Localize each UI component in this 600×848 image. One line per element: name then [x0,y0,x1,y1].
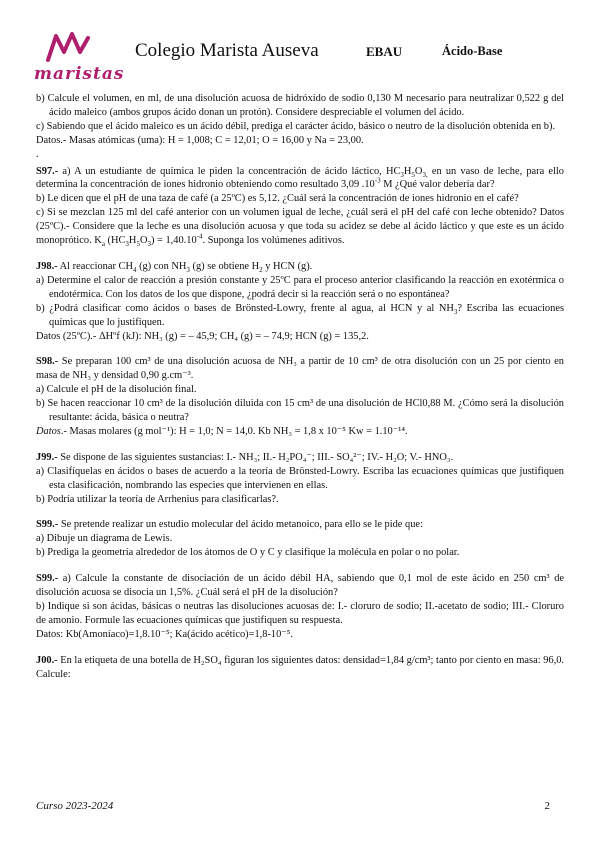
s97-c-pre: c) Si se mezclan 125 ml del café anterior con un volumen igual de leche, ¿cuál será el pH del café con leche obtenido? Datos (25ºC).- Considere que la leche es una disolución acuosa y que toda su acidez se debe al ácido láctico y que este es un ácido monoprótico. K [36,207,564,247]
s99b-a-text: a) Calcule la constante de disociación de un ácido débil HA, sabiendo que 0,1 mol de este ácido en 250 cm³ de disolución acuosa se disocia un 1,5%. ¿Cuál será el pH de la disolución? [36,573,564,599]
s97-c-mid: (HC [104,235,126,247]
s98-a: a) Calcule el pH de la disolución final. [36,384,197,396]
j99-intro-text: Se dispone de las siguientes sustancias: I.- NH₃; II.- H₂PO₄⁻; III.- SO₄²⁻; IV.- H₂O; V.- HNO₃. [57,451,454,463]
header [30,30,570,88]
logo-m-icon [42,30,96,64]
s99a-b: b) Prediga la geometría alrededor de los átomos de O y C y clasifique la molécula en polar o no polar. [36,547,460,559]
s98-data-label: Datos [36,425,61,437]
s99a-code: S99.- [36,519,59,531]
s97-a-post: en un vaso de leche, para ello determina la concentración de iones hidronio obteniendo como resultado 3,09 .10 [36,165,564,191]
s97-c-post: ) = 1,40.10 [150,235,197,247]
page-number: 2 [544,800,550,812]
s97-c-end: . Suponga los volúmenes aditivos. [202,235,345,247]
s98-intro [36,355,564,383]
q0-dot: . [36,148,39,160]
s99b-b: b) Indique si son ácidas, básicas o neutras las disoluciones acuosas de: I.- cloruro de sodio; II.-acetato de sodio; III.- Cloruro de amonio. Formule las ecuaciones químicas que justifiquen su respuesta. [36,601,564,626]
j98-b: b) ¿Podrá clasificar como ácidos o bases de Brönsted-Lowry, frente al agua, al HCN y al $NH_3$? Escriba las ecuaciones químicas que lo justifiquen. [36,302,564,328]
document-body [36,92,564,682]
j99-code: J99.- [36,451,58,463]
course-year: Curso 2023-2024 [36,800,114,812]
j99-intro [36,451,564,465]
j99-a: a) Clasifíquelas en ácidos o bases de acuerdo a la teoría de Brönsted-Lowry. Escriba las ecuaciones químicas que justifiquen esta clasificación, nombrando las especies que intervienen en ellas. [36,465,564,491]
s97-code: S97.- [36,165,59,177]
q0-b: b) Calcule el volumen, en ml, de una disolución acuosa de hidróxido de sodio 0,130 M necesario para neutralizar 0,522 g del ácido maleico (ambos grupos ácido donan un protón). Considere despreciable el volumen del ácido. [36,93,564,118]
j98-data: Datos (25ºC).- ΔHºf (kJ): NH₃ (g) = – 45,9; CH₄ (g) = – 74,9; HCN (g) = 135,2. [36,330,369,342]
maristas-logo [30,30,125,88]
j00-code: J00.- [36,654,58,666]
j98-a: a) Determine el calor de reacción a presión constante y 25ºC para el proceso anterior clasificando la reacción en exotérmica o endotérmica. Con los datos de los que dispone, ¿podrá decir si la reacción será o no espontánea? [36,274,564,300]
j98-intro-3: (g) se obtiene H [189,260,260,272]
j99-b: b) Podría utilizar la teoría de Arrhenius para clasificarlas?. [36,493,279,505]
q0-c: c) Sabiendo que el ácido maleico es un ácido débil, prediga el carácter ácido, básico o neutro de la disolución obtenida en b). [36,120,556,132]
s99a-intro-text: Se pretende realizar un estudio molecular del ácido metanoico, para ello se le pide que: [58,519,423,531]
s97-a-pre: a) A un estudiante de química le piden la concentración de ácido láctico, HC [58,165,401,177]
s97-a-end: M ¿Qué valor debería dar? [380,179,495,191]
s97-c: c) Si se mezclan 125 ml del café anterior con un volumen igual de leche, ¿cuál será el pH del café con leche obtenido? Datos (25ºC).- Considere que la leche es una disolución acuosa y que toda su acidez se debe al ácido láctico y que este es un ácido monoprótico. $K_a$ $(HC_3H_5O_3) = 1,40.10^{-4}$. Suponga los volúmenes aditivos. [36,207,564,249]
s98-code: S98.- [36,356,59,368]
j98-intro-4: y HCN (g). [262,260,313,272]
s97-b: b) Le dicen que el pH de una taza de café (a 25ºC) es 5,12. ¿Cuál será la concentración de iones hidronio en el café? [36,193,519,205]
subject-label: Ácido-Base [442,44,503,58]
s99b-data: Datos: Kb(Amoníaco)=1,8.10⁻⁵; Ka(ácido acético)=1,8-10⁻⁵. [36,628,294,640]
s98-data-text: .- Masas molares (g mol⁻¹): H = 1,0; N = 14,0. Kb NH₃ = 1,8 x 10⁻⁵ Kw = 1.10⁻¹⁴. [60,425,408,437]
j98-intro-1: Al reaccionar CH [57,260,133,272]
s98-data [36,425,564,439]
j00-intro-text: En la etiqueta de una botella de H₂SO₄ figuran los siguientes datos: densidad=1,84 g/cm³; tanto por ciento en masa: 96,0. Calcule: [36,654,564,680]
j98-intro: J98.- Al reaccionar $CH_4$ (g) con $NH_3$ (g) se obtiene $H_2$ y HCN (g). [36,260,313,275]
logo-text: maristas [34,64,125,84]
s99a-intro [36,518,564,532]
school-name: Colegio Marista Auseva [135,40,319,61]
s98-intro-text: Se preparan 100 cm³ de una disolución acuosa de NH₃ a partir de 10 cm³ de otra disolución con un 25 por ciento en masa de NH₃ y densidad 0,90 g.cm⁻³. [36,356,564,382]
s99b-code: S99.- [36,573,59,585]
q0-data: Datos.- Masas atómicas (uma): H = 1,008; C = 12,01; O = 16,00 y Na = 23,00. [36,134,364,146]
s97-a: S97.- a) A un estudiante de química le piden la concentración de ácido láctico, $HC_3H_5O_{3,}$ en un vaso de leche, para ello determina la concentración de iones hidronio obteniendo como resultado 3,09 $.10^{-3}$ M ¿Qué valor debería dar? [36,165,564,191]
j98-code: J98.- [36,260,58,272]
j00-intro [36,654,564,682]
j98-b-post: ? Escriba las ecuaciones químicas que lo justifiquen. [49,302,564,328]
s99a-a: a) Dibuje un diagrama de Lewis. [36,533,173,545]
exam-label: EBAU [366,44,403,59]
s99b-a [36,572,564,600]
j98-intro-2: (g) con NH [136,260,187,272]
j98-b-pre: b) ¿Podrá clasificar como ácidos o bases de Brönsted-Lowry, frente al agua, al HCN y al NH [36,302,454,314]
s98-b: b) Se hacen reaccionar 10 cm³ de la disolución diluida con 15 cm³ de una disolución de HCl0,88 M. ¿Cómo será la disolución resultante: ácida, básica o neutra? [36,398,564,424]
